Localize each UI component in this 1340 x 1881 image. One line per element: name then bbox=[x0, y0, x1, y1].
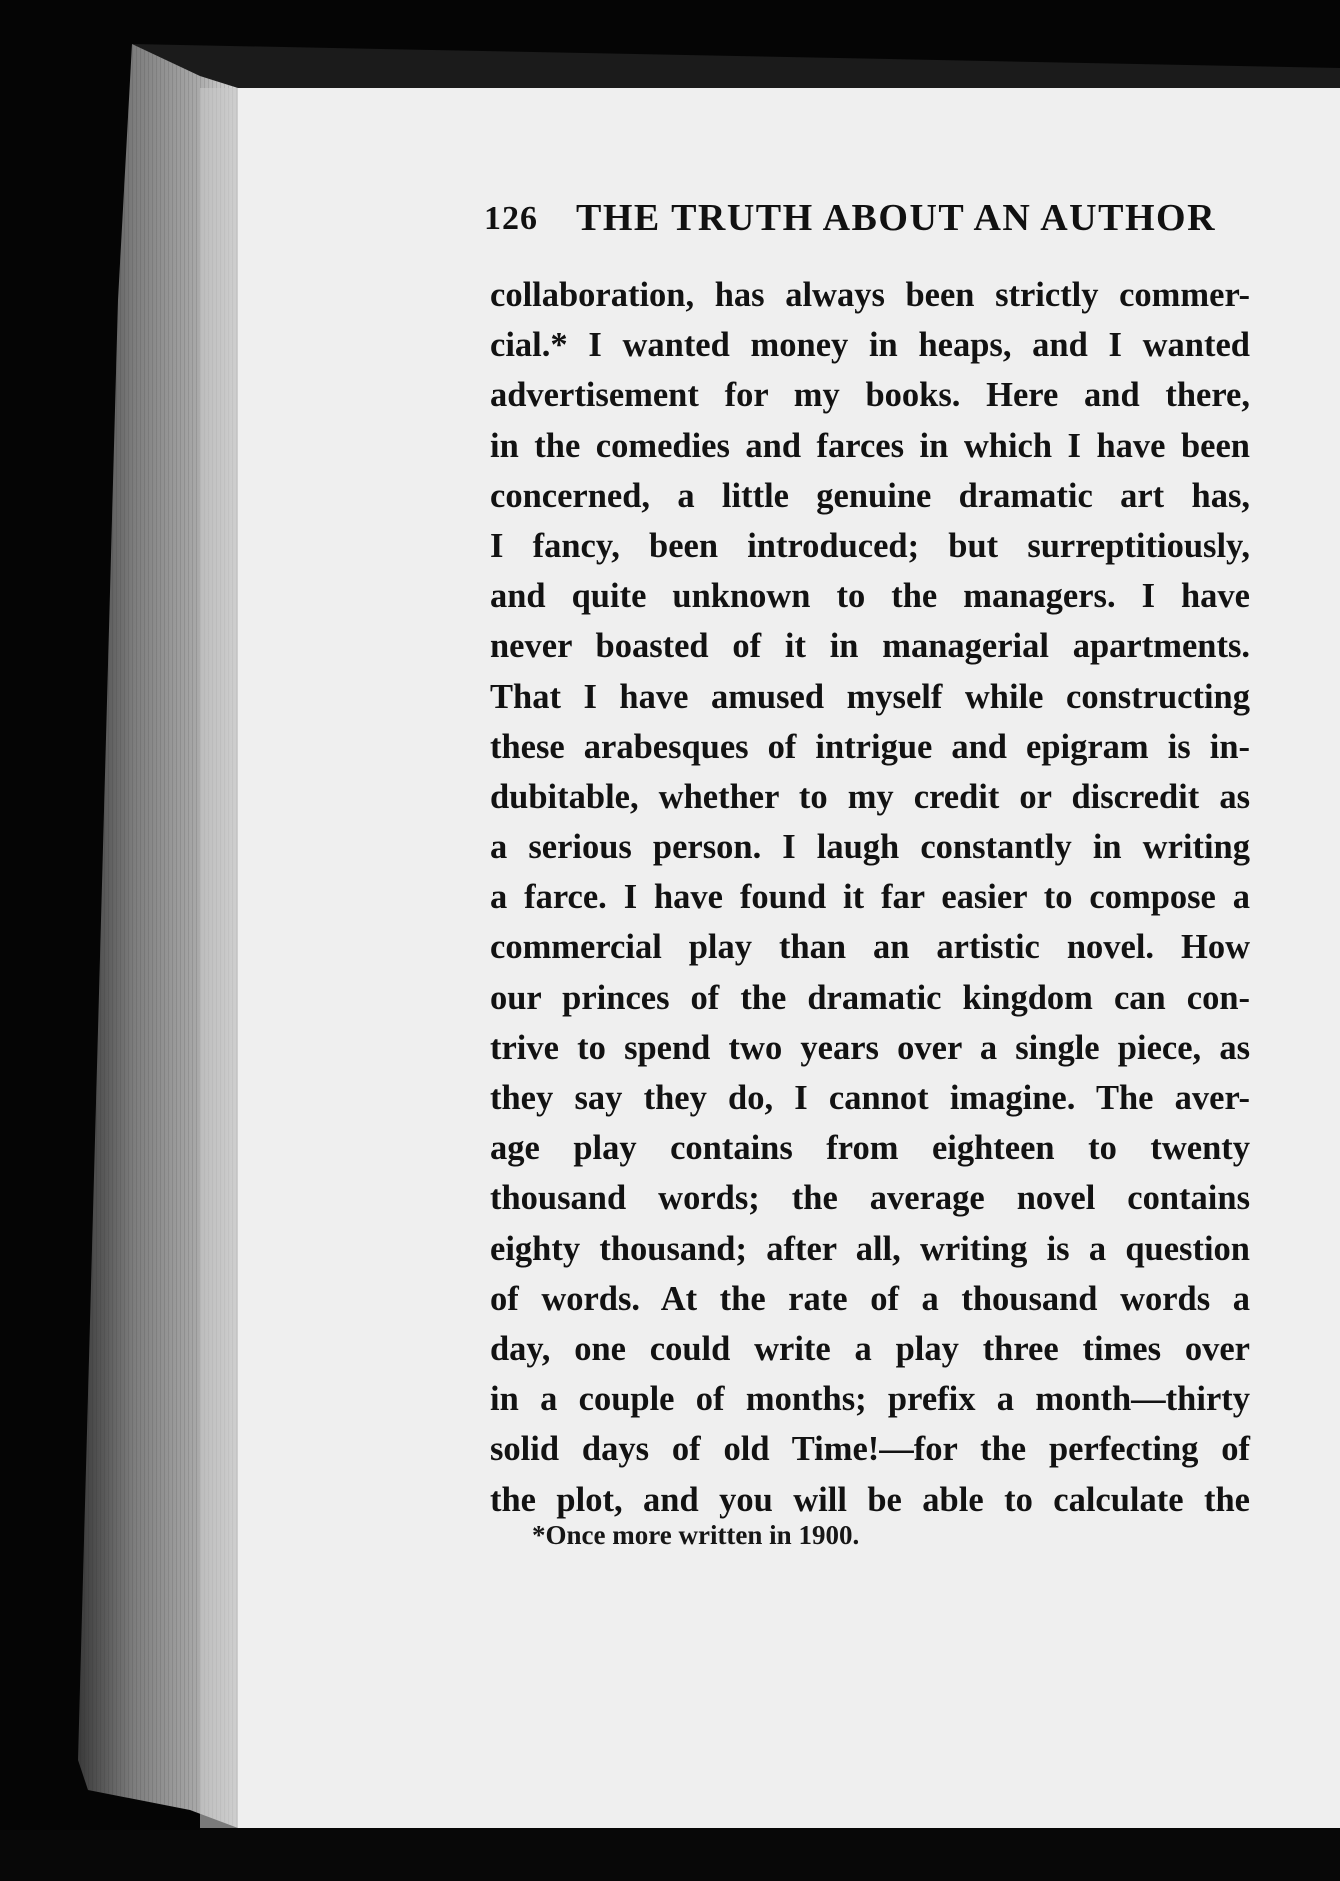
text-line: collaboration, has always been strictly commer- bbox=[490, 276, 1250, 314]
text-line: the plot, and you will be able to calculate the bbox=[490, 1480, 1250, 1519]
text-line: of words. At the rate of a thousand words a bbox=[490, 1279, 1250, 1318]
text-line: a farce. I have found it far easier to compose a bbox=[490, 878, 1250, 917]
page-number: 126 bbox=[484, 200, 538, 237]
text-line: concerned, a little genuine dramatic art has, bbox=[490, 476, 1250, 515]
text-line: advertisement for my books. Here and there, bbox=[490, 376, 1250, 415]
book-title-header: THE TRUTH ABOUT AN AUTHOR bbox=[576, 197, 1217, 239]
text-line: in a couple of months; prefix a month—thirty bbox=[490, 1380, 1250, 1419]
text-line: these arabesques of intrigue and epigram is in- bbox=[490, 727, 1250, 766]
text-line: our princes of the dramatic kingdom can con- bbox=[490, 978, 1250, 1017]
running-head bbox=[484, 196, 1244, 246]
text-line: day, one could write a play three times over bbox=[490, 1329, 1250, 1368]
text-line: trive to spend two years over a single piece, as bbox=[490, 1028, 1250, 1067]
text-line: cial.* I wanted money in heaps, and I wanted bbox=[490, 326, 1250, 365]
text-line: I fancy, been introduced; but surreptitiously, bbox=[490, 526, 1250, 565]
footnote: *Once more written in 1900. bbox=[532, 1520, 860, 1550]
text-line: solid days of old Time!—for the perfecting of bbox=[490, 1430, 1250, 1469]
text-line: they say they do, I cannot imagine. The aver- bbox=[490, 1079, 1250, 1117]
text-line: dubitable, whether to my credit or discredit as bbox=[490, 777, 1250, 816]
text-line: and quite unknown to the managers. I have bbox=[490, 577, 1250, 616]
text-line: eighty thousand; after all, writing is a question bbox=[490, 1229, 1250, 1268]
text-line: That I have amused myself while constructing bbox=[490, 677, 1250, 716]
text-line: thousand words; the average novel contains bbox=[490, 1179, 1250, 1218]
text-line: never boasted of it in managerial apartments. bbox=[490, 627, 1250, 666]
body-text bbox=[490, 270, 1250, 1525]
text-line: a serious person. I laugh constantly in writing bbox=[490, 828, 1250, 867]
text-line: in the comedies and farces in which I have been bbox=[490, 426, 1250, 465]
text-line: commercial play than an artistic novel. How bbox=[490, 928, 1250, 967]
text-line: age play contains from eighteen to twenty bbox=[490, 1129, 1250, 1168]
